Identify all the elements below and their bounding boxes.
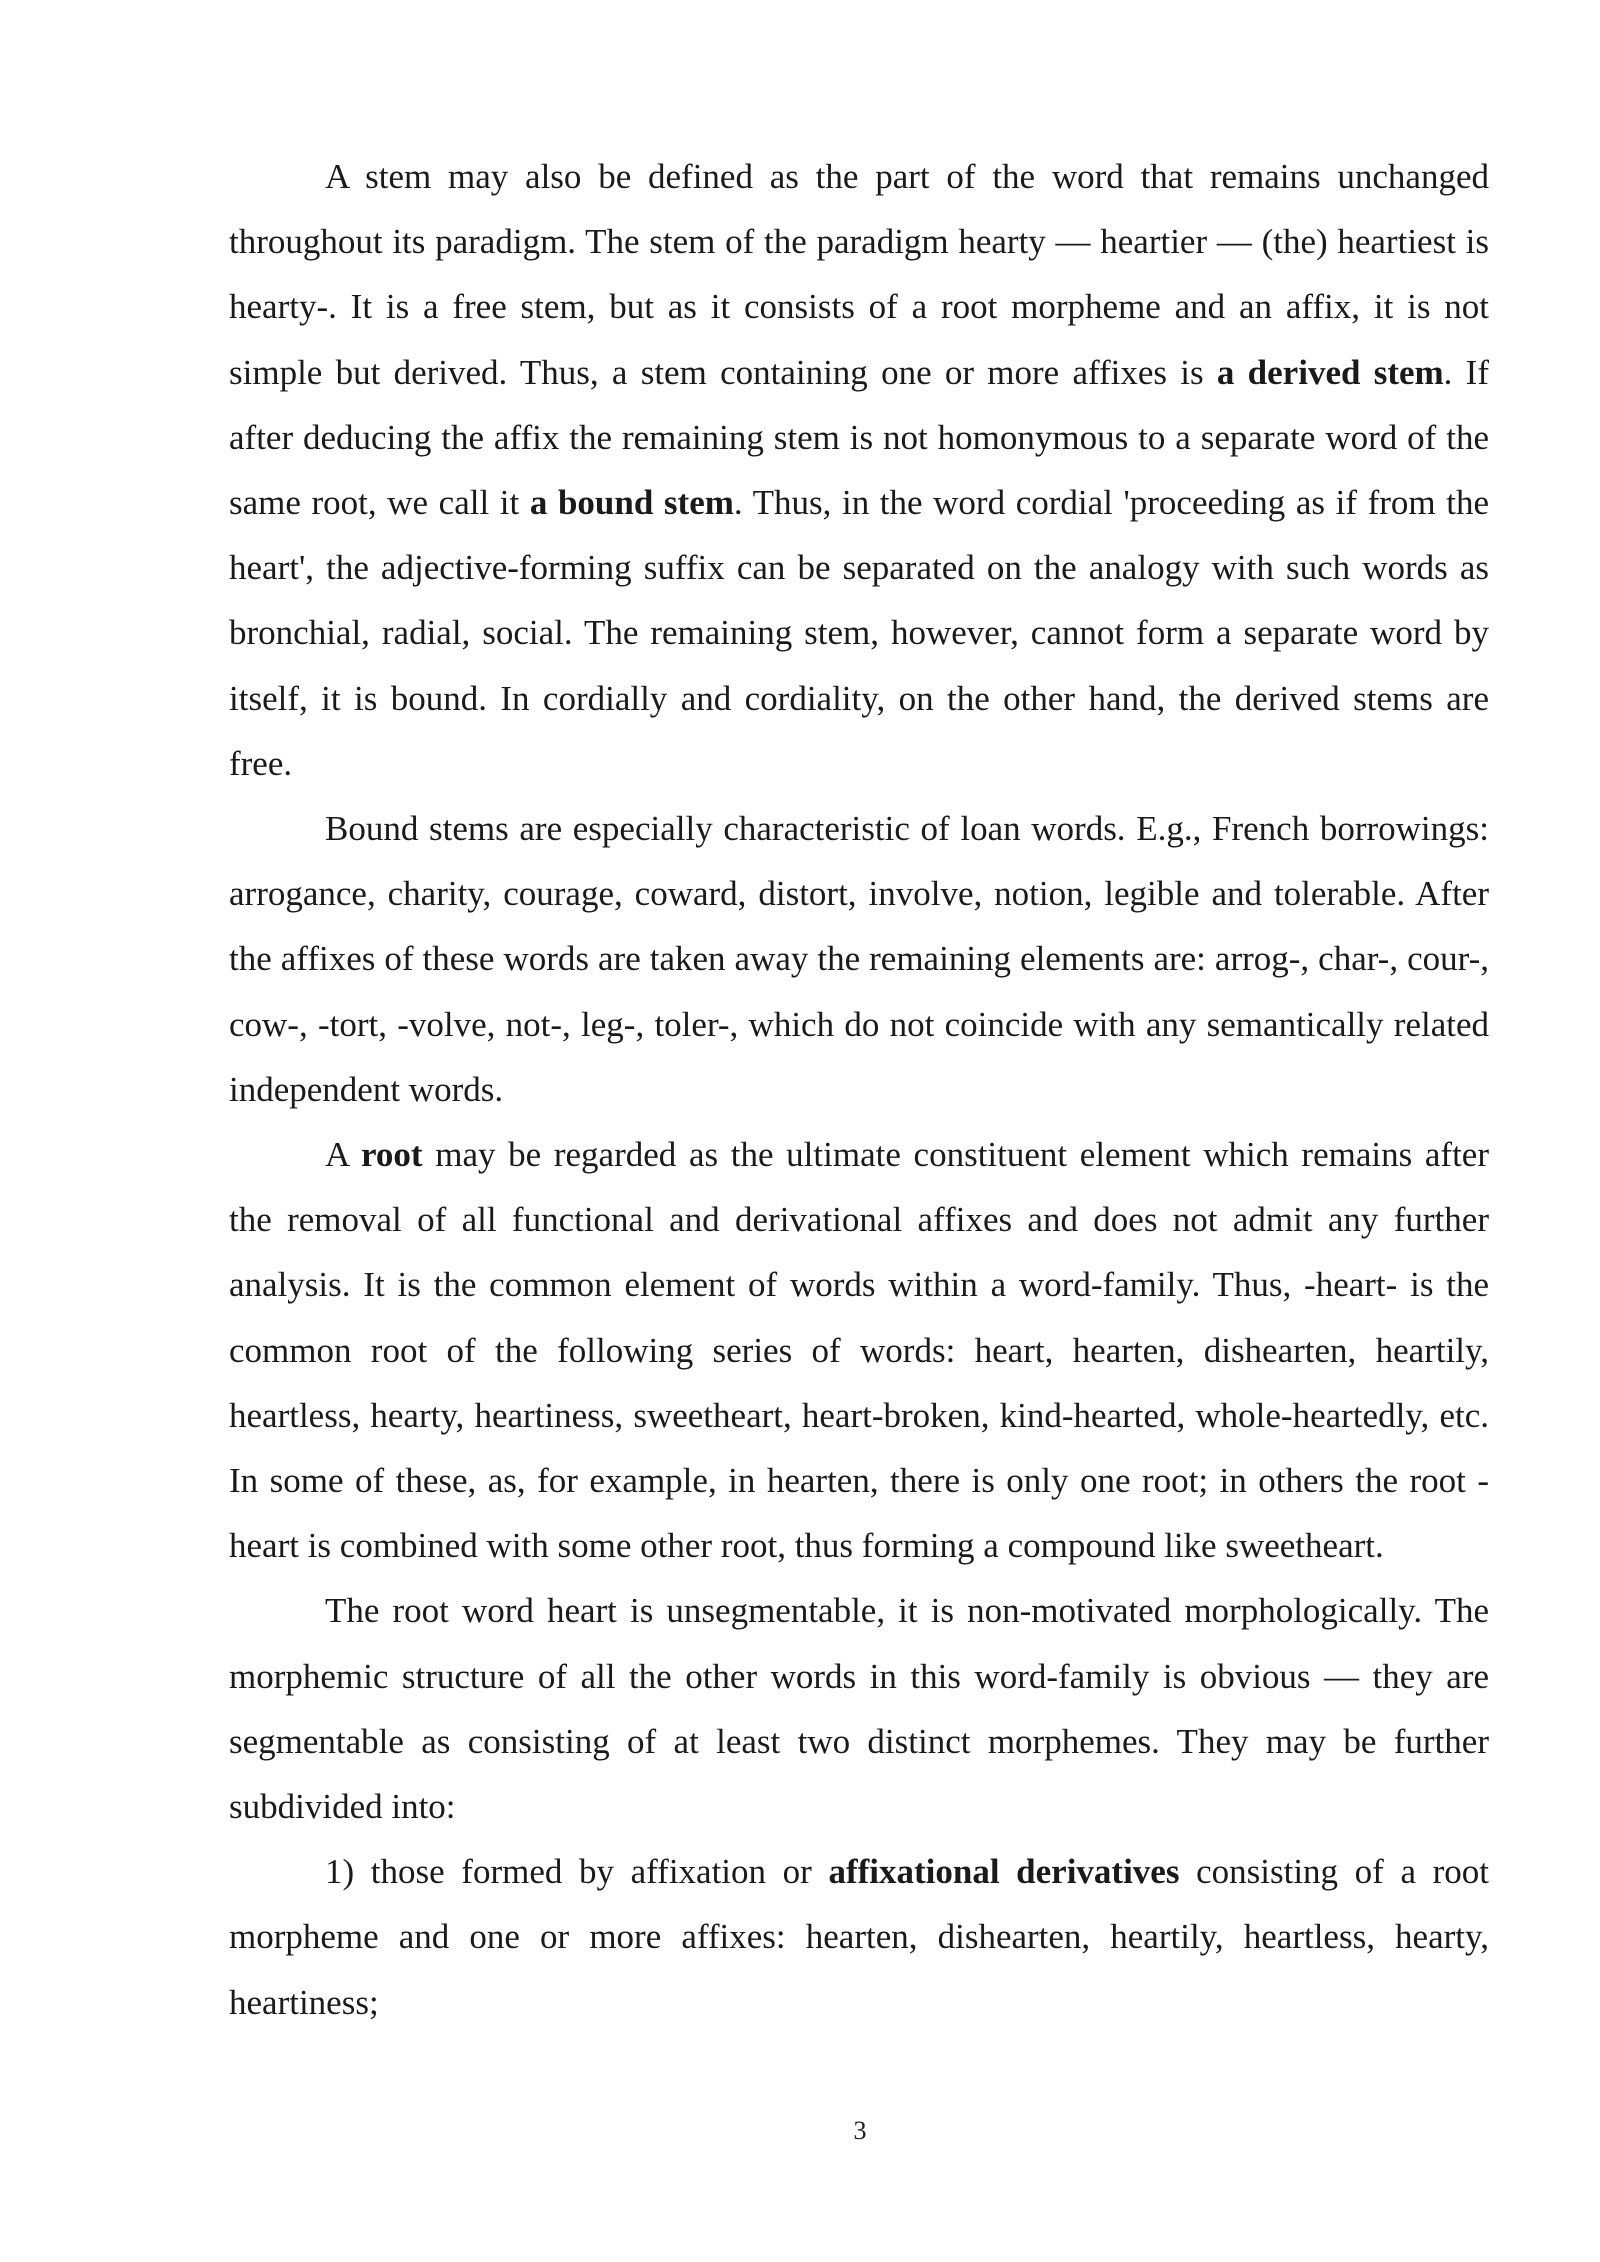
text-run: A stem may also be defined as the part of the word that remains unchanged throughout its paradigm. The stem of the paradigm hearty — heartier — (the) heartiest is hearty-. It is a free stem, but as it consists of a root morpheme and an affix, it is not simple but derived. Thus, a stem containing one or more affixes is xyxy=(229,157,1489,392)
paragraph-bound-stems xyxy=(229,796,1489,1122)
text-run: . Thus, in the word cordial 'proceeding as if from the heart', the adjective-forming suffix can be separated on the analogy with such words as bronchial, radial, social. The remaining stem, however, cannot form a separate word by itself, it is bound. In cordially and cordiality, on the other hand, the derived stems are free. xyxy=(229,483,1490,783)
text-run: may be regarded as the ultimate constituent element which remains after the removal of all functional and derivational affixes and does not admit any further analysis. It is the common element of words within a word-family. Thus, -heart- is the common root of the following series of words: heart, hearten, dishearten, heartily, heartless, hearty, heartiness, sweetheart, heart-broken, kind-hearted, whole-heartedly, etc. In some of these, as, for example, in hearten, there is only one root; in others the root -heart is combined with some other root, thus forming a compound like sweetheart. xyxy=(229,1135,1489,1566)
term-affixational-derivatives: affixational derivatives xyxy=(828,1852,1180,1892)
text-run: A xyxy=(325,1135,362,1175)
term-bound-stem: a bound stem xyxy=(529,483,734,523)
paragraph-root-definition xyxy=(229,1122,1489,1578)
text-run: Bound stems are especially characteristic of loan words. E.g., French borrowings: arrogance, charity, courage, coward, distort, involve, notion, legible and tolerable. After the affixes of these words are taken away the remaining elements are: arrog-, char-, cour-, cow-, -tort, -volve, not-, leg-, toler-, which do not coincide with any semantically related independent words. xyxy=(229,809,1489,1109)
page-number: 3 xyxy=(853,2116,867,2145)
text-run: consisting of a root morpheme and one or more affixes: hearten, dishearten, heartily, heartless, hearty, heartiness; xyxy=(229,1852,1489,2022)
text-run: The root word heart is unsegmentable, it is non-motivated morphologically. The morphemic structure of all the other words in this word-family is obvious — they are segmentable as consisting of at least two distinct morphemes. They may be further subdivided into: xyxy=(229,1591,1489,1827)
term-derived-stem: a derived stem xyxy=(1216,352,1444,392)
text-run: . If after deducing the affix the remaining stem is not homonymous to a separate word of the same root, we call it xyxy=(229,352,1489,523)
term-root: root xyxy=(361,1135,423,1175)
paragraph-stem-definition xyxy=(229,144,1489,796)
paragraph-affixational-derivatives xyxy=(229,1839,1489,2035)
document-body xyxy=(229,144,1489,2035)
text-run: 1) those formed by affixation or xyxy=(325,1852,829,1892)
paragraph-root-word xyxy=(229,1578,1489,1839)
